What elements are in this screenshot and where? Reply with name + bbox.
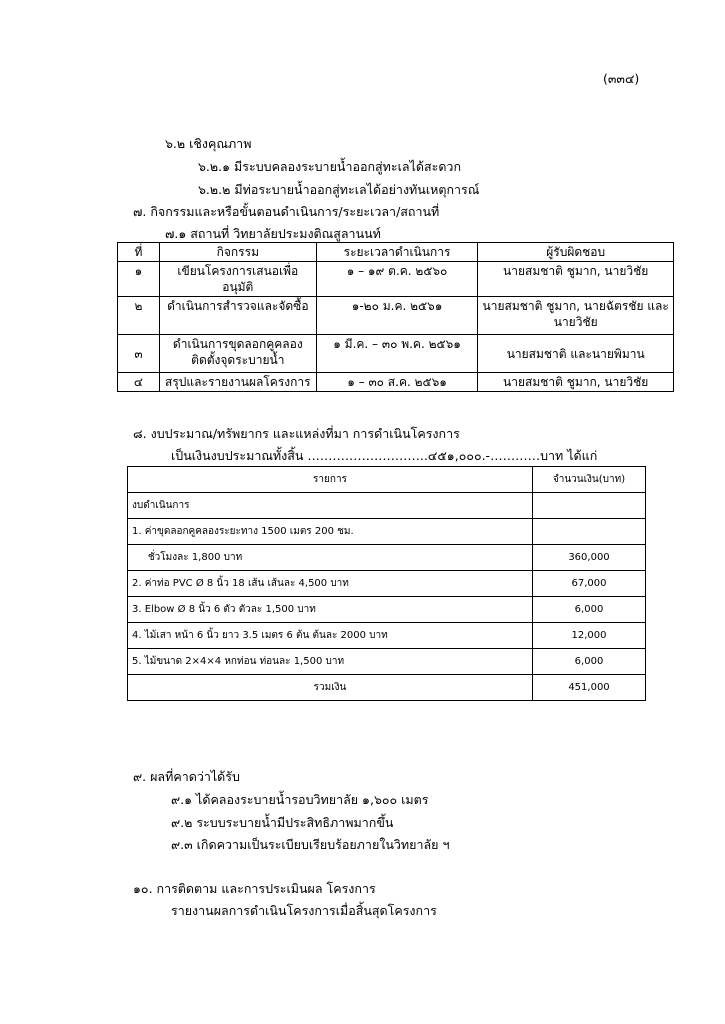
cell-amount (533, 519, 646, 545)
table-row (118, 262, 674, 297)
cell-period: ๑-๒๐ ม.ค. ๒๕๖๑ (316, 297, 478, 335)
budget-total-line: เป็นเงินงบประมาณทั้งสิ้น ………………………..๔๕๑,๐๐๐.-…………บาท ได้แก่ (171, 448, 598, 463)
cell-activity: ดำเนินการสำรวจและจัดซื้อ (159, 297, 316, 335)
header-item: รายการ (128, 467, 533, 493)
cell-owner: นายสมชาติ และนายพิมาน (478, 335, 674, 373)
cell-amount: 67,000 (533, 571, 646, 597)
cell-no: ๒ (118, 297, 160, 335)
cell-period: ๑ – ๓๐ ส.ค. ๒๕๖๑ (316, 373, 478, 392)
table-row (128, 519, 646, 545)
section-10-text: รายงานผลการดำเนินโครงการเมื่อสิ้นสุดโครงการ (171, 903, 437, 918)
cell-period: ๑ มี.ค. – ๓๐ พ.ค. ๒๕๖๑ (316, 335, 478, 373)
section-8-heading: ๘. งบประมาณ/ทรัพยากร และแหล่งที่มา การดำเนินโครงการ (133, 426, 460, 441)
cell-owner: นายสมชาติ ชูมาก, นายฉัตรชัย และนายวิชัย (478, 297, 674, 335)
table-row (128, 545, 646, 571)
section-9-heading: ๙. ผลที่คาดว่าได้รับ (133, 769, 240, 784)
cell-amount: 360,000 (533, 545, 646, 571)
section-10-heading: ๑๐. การติดตาม และการประเมินผล โครงการ (133, 881, 376, 896)
header-no: ที่ (118, 243, 160, 262)
table-row (118, 335, 674, 373)
cell-no: ๓ (118, 335, 160, 373)
cell-amount: 12,000 (533, 623, 646, 649)
cell-amount: 6,000 (533, 597, 646, 623)
activity-table (117, 242, 674, 392)
header-period: ระยะเวลาดำเนินการ (316, 243, 478, 262)
section-9-item: ๙.๑ ได้คลองระบายน้ำรอบวิทยาลัย ๑,๖๐๐ เมตร (171, 792, 429, 807)
table-row (118, 373, 674, 392)
budget-table-header (128, 467, 646, 493)
cell-owner: นายสมชาติ ชูมาก, นายวิชัย (478, 373, 674, 392)
section-9-item: ๙.๓ เกิดความเป็นระเบียบเรียบร้อยภายในวิทยาลัย ฯ (171, 837, 450, 852)
header-amount: จำนวนเงิน(บาท) (533, 467, 646, 493)
cell-item: งบดำเนินการ (128, 493, 533, 519)
table-row (128, 493, 646, 519)
table-row (128, 571, 646, 597)
section-9-item: ๙.๒ ระบบระบายน้ำมีประสิทธิภาพมากขึ้น (171, 815, 394, 830)
section-6-2-item: ๖.๒.๒ มีท่อระบายน้ำออกสู่ทะเลได้อย่างทันเหตุการณ์ (198, 182, 480, 197)
cell-amount: 6,000 (533, 649, 646, 675)
page-number: (๓๓๔) (603, 71, 640, 86)
section-6-2-heading: ๖.๒ เชิงคุณภาพ (165, 136, 252, 151)
cell-item: ชั่วโมงละ 1,800 บาท (128, 545, 533, 571)
cell-owner: นายสมชาติ ชูมาก, นายวิชัย (478, 262, 674, 297)
cell-activity: สรุปและรายงานผลโครงการ (159, 373, 316, 392)
cell-activity: เขียนโครงการเสนอเพื่ออนุมัติ (159, 262, 316, 297)
cell-item: 1. ค่าขุดลอกคูคลองระยะทาง 1500 เมตร 200 ชม. (128, 519, 533, 545)
section-7-heading: ๗. กิจกรรมและหรือขั้นตอนดำเนินการ/ระยะเวลา/สถานที่ (133, 204, 440, 219)
cell-activity: ดำเนินการขุดลอกคูคลอง ติดตั้งจุดระบายน้ำ (159, 335, 316, 373)
cell-amount (533, 493, 646, 519)
total-label: รวมเงิน (128, 675, 533, 701)
cell-item: 3. Elbow Ø 8 นิ้ว 6 ตัว ตัวละ 1,500 บาท (128, 597, 533, 623)
header-owner: ผู้รับผิดชอบ (478, 243, 674, 262)
table-row (118, 297, 674, 335)
budget-table (127, 466, 646, 701)
cell-no: ๔ (118, 373, 160, 392)
table-row (128, 623, 646, 649)
cell-item: 5. ไม้ขนาด 2×4×4 หกท่อน ท่อนละ 1,500 บาท (128, 649, 533, 675)
cell-item: 2. ค่าท่อ PVC Ø 8 นิ้ว 18 เส้น เส้นละ 4,500 บาท (128, 571, 533, 597)
header-activity: กิจกรรม (159, 243, 316, 262)
section-7-place: ๗.๑ สถานที่ วิทยาลัยประมงติณสูลานนท์ (165, 226, 381, 241)
table-row (128, 597, 646, 623)
section-6-2-item: ๖.๒.๑ มีระบบคลองระบายน้ำออกสู่ทะเลได้สะดวก (198, 159, 462, 174)
cell-no: ๑ (118, 262, 160, 297)
budget-total-row (128, 675, 646, 701)
activity-table-header (118, 243, 674, 262)
total-amount: 451,000 (533, 675, 646, 701)
cell-period: ๑ – ๑๙ ต.ค. ๒๕๖๐ (316, 262, 478, 297)
table-row (128, 649, 646, 675)
cell-item: 4. ไม้เสา หน้า 6 นิ้ว ยาว 3.5 เมตร 6 ต้น ต้นละ 2000 บาท (128, 623, 533, 649)
